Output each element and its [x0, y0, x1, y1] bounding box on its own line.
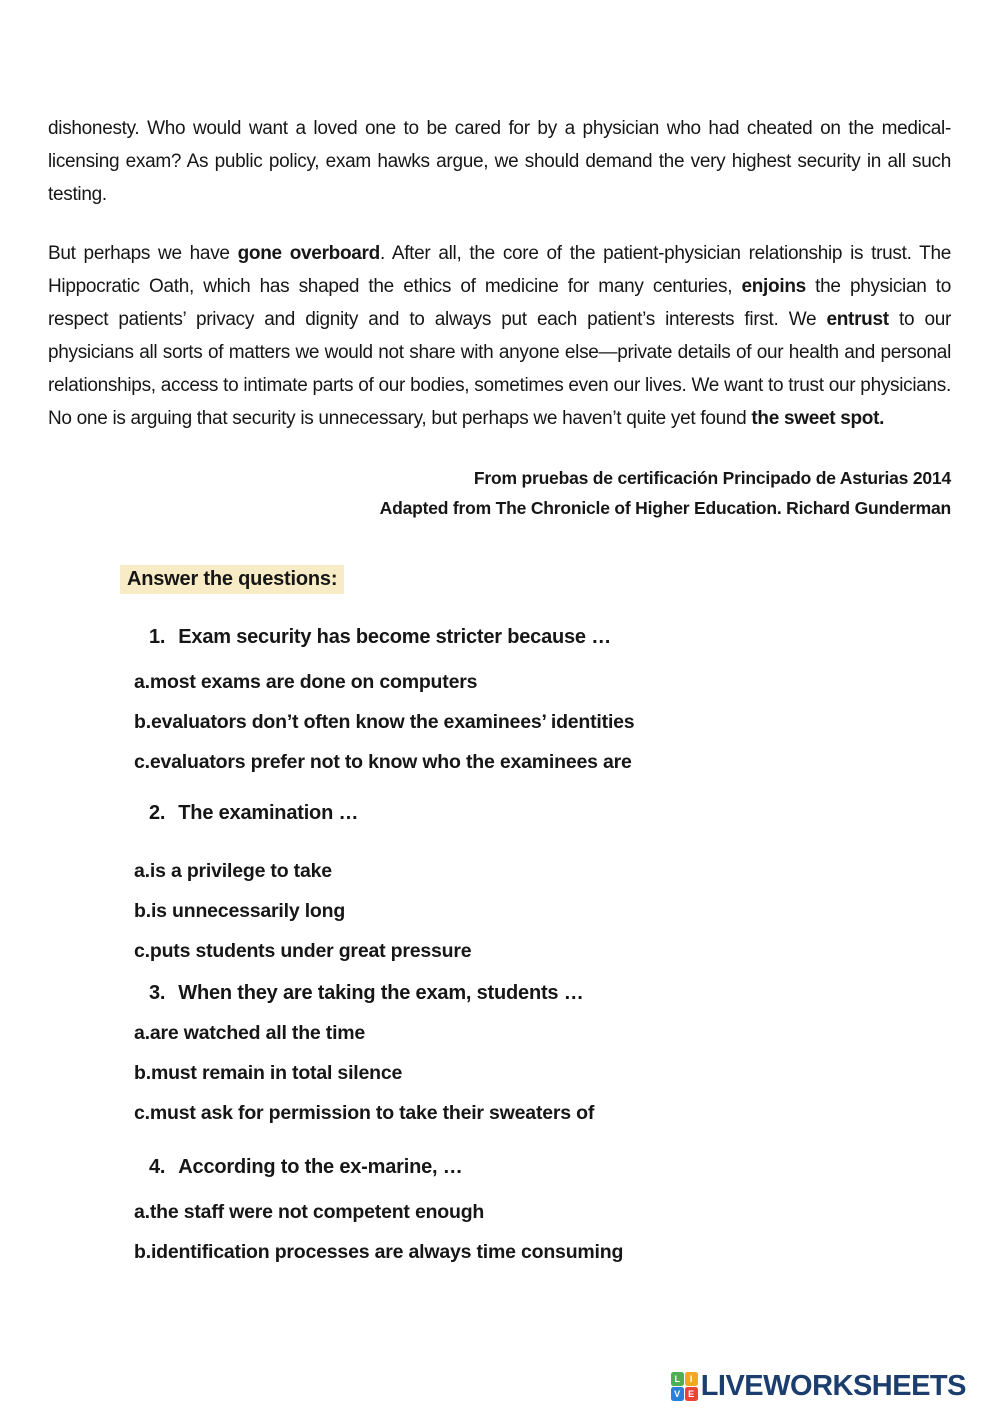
passage-paragraph-1: dishonesty. Who would want a loved one to be cared for by a physician who had cheated on the medical-licensing exam? As public policy, exam hawks argue, we should demand the very highest security in all such testing. — [48, 118, 951, 205]
question-4-option-b[interactable] — [48, 1242, 951, 1263]
question-2-text: The examination … — [178, 802, 359, 824]
option-label: b. — [134, 1241, 151, 1263]
option-label: a. — [134, 860, 150, 882]
question-3-option-c[interactable] — [48, 1103, 951, 1124]
question-4-option-a[interactable] — [48, 1202, 951, 1223]
question-1-option-b[interactable] — [48, 712, 951, 733]
question-1-text: Exam security has become stricter because … — [178, 626, 612, 648]
option-text: the staff were not competent enough — [149, 1201, 485, 1223]
question-3 — [48, 982, 951, 1004]
logo-cell-e: E — [685, 1387, 698, 1401]
option-text: is unnecessarily long — [150, 900, 346, 922]
question-2-option-b[interactable] — [48, 901, 951, 922]
question-2-option-c[interactable] — [48, 941, 951, 962]
attribution-line-2: Adapted from The Chronicle of Higher Education. Richard Gunderman — [379, 498, 951, 518]
option-label: a. — [134, 1201, 150, 1223]
option-text: are watched all the time — [149, 1022, 366, 1044]
question-1-option-a[interactable] — [48, 672, 951, 693]
question-1 — [48, 626, 951, 648]
passage-paragraph-2: But perhaps we have gone overboard. After all, the core of the patient-physician relationship is trust. The Hippocratic Oath, which has shaped the ethics of medicine for many centuries, enjoins the physician to respect patients’ privacy and dignity and to always put each patient’s interests first. We entrust to our physicians all sorts of matters we would not share with anyone else—private details of our health and personal relationships, access to intimate parts of our bodies, sometimes even our lives. We want to trust our physicians. No one is arguing that security is unnecessary, but perhaps we haven’t quite yet found the sweet spot. — [48, 243, 952, 429]
question-1-option-c[interactable] — [48, 752, 951, 773]
question-2-number: 2. — [149, 802, 166, 824]
option-label: b. — [134, 711, 151, 733]
option-label: a. — [134, 1022, 150, 1044]
question-1-number: 1. — [149, 626, 166, 648]
option-label: c. — [134, 1102, 150, 1124]
question-3-option-a[interactable] — [48, 1023, 951, 1044]
option-text: identification processes are always time consuming — [150, 1241, 624, 1263]
option-text: evaluators prefer not to know who the examinees are — [149, 751, 632, 773]
option-label: b. — [134, 900, 151, 922]
heading-row — [120, 565, 951, 594]
option-label: c. — [134, 940, 150, 962]
question-2-option-a[interactable] — [48, 861, 951, 882]
question-4 — [48, 1156, 951, 1178]
question-2 — [48, 802, 951, 824]
option-text: evaluators don’t often know the examinees’ identities — [150, 711, 635, 733]
question-4-text: According to the ex-marine, … — [178, 1156, 463, 1178]
option-label: b. — [134, 1062, 151, 1084]
source-attribution — [48, 463, 951, 523]
option-label: c. — [134, 751, 150, 773]
logo-cell-l: L — [671, 1372, 684, 1386]
option-text: puts students under great pressure — [149, 940, 472, 962]
option-text: is a privilege to take — [149, 860, 332, 882]
option-label: a. — [134, 671, 150, 693]
liveworksheets-wordmark: LIVEWORKSHEETS — [700, 1370, 966, 1402]
question-4-number: 4. — [149, 1156, 166, 1178]
option-text: must ask for permission to take their sweaters of — [149, 1102, 595, 1124]
logo-cell-i: I — [685, 1372, 698, 1386]
question-3-text: When they are taking the exam, students … — [178, 982, 584, 1004]
liveworksheets-logo[interactable] — [671, 1370, 966, 1403]
question-3-number: 3. — [149, 982, 166, 1004]
logo-cell-v: V — [671, 1387, 684, 1401]
liveworksheets-grid-icon — [671, 1372, 698, 1401]
option-text: must remain in total silence — [150, 1062, 403, 1084]
answer-questions-heading: Answer the questions: — [120, 565, 344, 594]
attribution-line-1: From pruebas de certificación Principado de Asturias 2014 — [473, 468, 951, 488]
option-text: most exams are done on computers — [149, 671, 478, 693]
question-3-option-b[interactable] — [48, 1063, 951, 1084]
